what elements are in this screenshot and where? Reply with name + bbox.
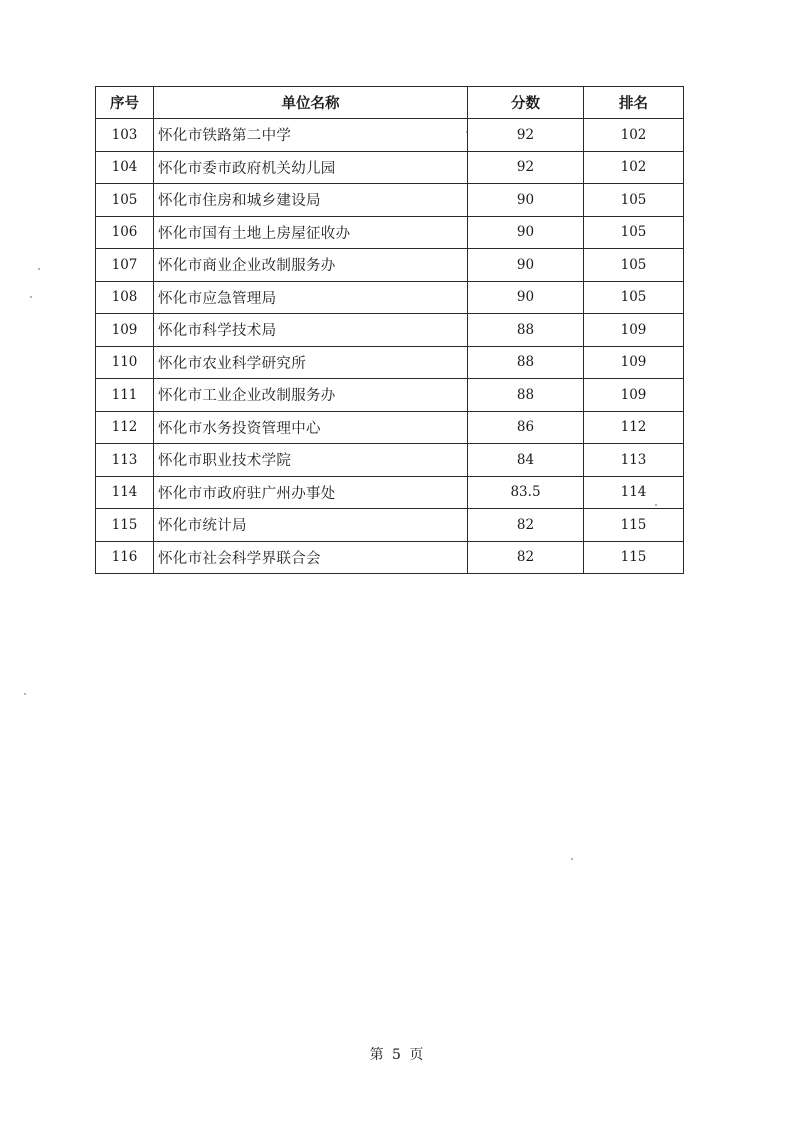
table-row (96, 151, 684, 184)
row-rank: 115 (584, 509, 684, 542)
row-unit-name: 怀化市铁路第二中学 (154, 119, 468, 152)
scan-speck (571, 858, 573, 860)
row-unit-name: 怀化市科学技术局 (154, 314, 468, 347)
row-unit-name: 怀化市工业企业改制服务办 (154, 379, 468, 412)
row-score: 90 (468, 184, 584, 217)
table-row (96, 281, 684, 314)
row-score: 88 (468, 346, 584, 379)
row-rank: 105 (584, 249, 684, 282)
header-rank: 排名 (584, 87, 684, 119)
row-score: 82 (468, 541, 584, 574)
row-score: 92 (468, 119, 584, 152)
table-row (96, 119, 684, 152)
row-score: 90 (468, 249, 584, 282)
table-row (96, 476, 684, 509)
row-seq: 112 (96, 411, 154, 444)
header-unit-name: 单位名称 (154, 87, 468, 119)
row-score: 92 (468, 151, 584, 184)
table-row (96, 216, 684, 249)
row-seq: 103 (96, 119, 154, 152)
row-score: 86 (468, 411, 584, 444)
row-rank: 109 (584, 346, 684, 379)
row-rank: 109 (584, 379, 684, 412)
page-number: 第 5 页 (369, 1047, 424, 1063)
row-unit-name: 怀化市水务投资管理中心 (154, 411, 468, 444)
row-rank: 112 (584, 411, 684, 444)
row-score: 82 (468, 509, 584, 542)
row-rank: 105 (584, 216, 684, 249)
row-score: 84 (468, 444, 584, 477)
row-rank: 102 (584, 151, 684, 184)
header-seq: 序号 (96, 87, 154, 119)
scan-speck (30, 296, 32, 298)
row-unit-name: 怀化市市政府驻广州办事处 (154, 476, 468, 509)
table-header-row (96, 87, 684, 119)
row-seq: 108 (96, 281, 154, 314)
row-unit-name: 怀化市社会科学界联合会 (154, 541, 468, 574)
row-unit-name: 怀化市住房和城乡建设局 (154, 184, 468, 217)
table-row (96, 184, 684, 217)
row-score: 90 (468, 216, 584, 249)
row-rank: 114 (584, 476, 684, 509)
row-unit-name: 怀化市职业技术学院 (154, 444, 468, 477)
row-seq: 107 (96, 249, 154, 282)
table-row (96, 314, 684, 347)
row-rank: 109 (584, 314, 684, 347)
table-row (96, 509, 684, 542)
row-seq: 109 (96, 314, 154, 347)
row-rank: 102 (584, 119, 684, 152)
table-row (96, 346, 684, 379)
row-unit-name: 怀化市商业企业改制服务办 (154, 249, 468, 282)
row-score: 83.5 (468, 476, 584, 509)
row-rank: 115 (584, 541, 684, 574)
row-unit-name: 怀化市农业科学研究所 (154, 346, 468, 379)
row-unit-name: 怀化市国有土地上房屋征收办 (154, 216, 468, 249)
row-seq: 110 (96, 346, 154, 379)
table-row (96, 411, 684, 444)
row-seq: 105 (96, 184, 154, 217)
row-score: 88 (468, 379, 584, 412)
row-seq: 106 (96, 216, 154, 249)
row-seq: 116 (96, 541, 154, 574)
row-unit-name: 怀化市委市政府机关幼儿园 (154, 151, 468, 184)
row-seq: 111 (96, 379, 154, 412)
table-row (96, 541, 684, 574)
table-row (96, 444, 684, 477)
header-score: 分数 (468, 87, 584, 119)
row-rank: 105 (584, 184, 684, 217)
row-seq: 114 (96, 476, 154, 509)
row-seq: 115 (96, 509, 154, 542)
row-rank: 105 (584, 281, 684, 314)
row-score: 88 (468, 314, 584, 347)
row-unit-name: 怀化市应急管理局 (154, 281, 468, 314)
table-row (96, 249, 684, 282)
row-score: 90 (468, 281, 584, 314)
row-unit-name: 怀化市统计局 (154, 509, 468, 542)
scan-speck (24, 693, 26, 695)
scan-speck (38, 268, 40, 270)
table-row (96, 379, 684, 412)
row-seq: 104 (96, 151, 154, 184)
row-seq: 113 (96, 444, 154, 477)
row-rank: 113 (584, 444, 684, 477)
score-ranking-table (95, 86, 684, 574)
